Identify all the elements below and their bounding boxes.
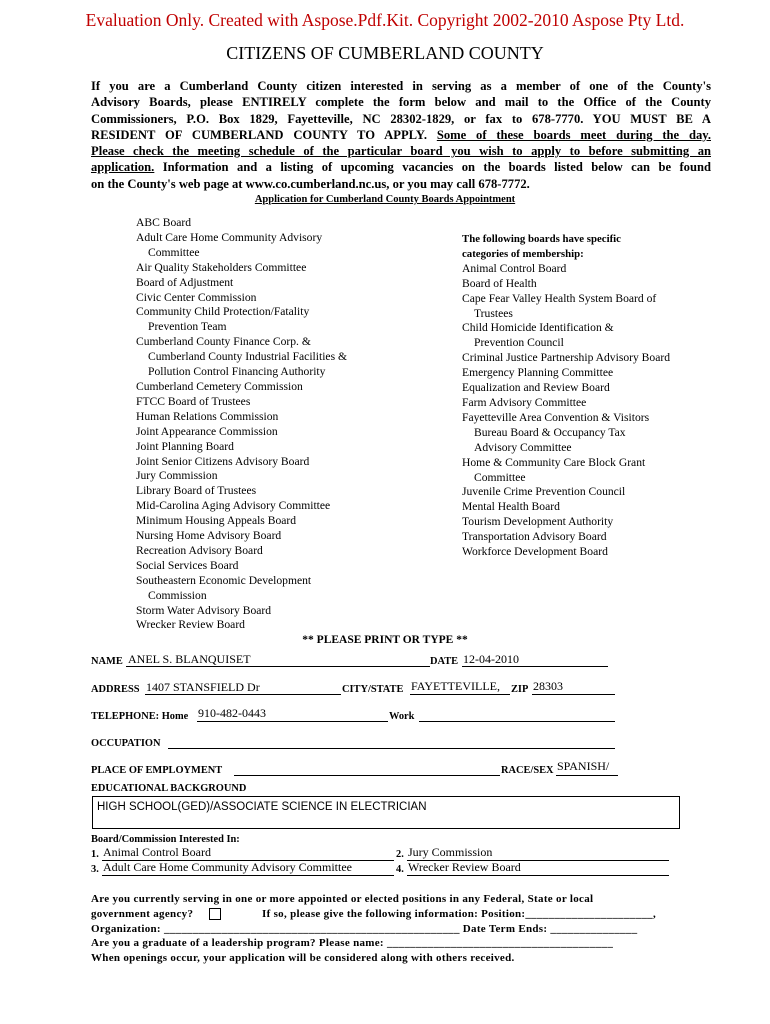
address-underline (145, 694, 341, 695)
board-item: ABC Board (136, 216, 192, 229)
board-item: Wrecker Review Board (136, 618, 245, 632)
board-item: Southeastern Economic Development (136, 573, 312, 587)
board-item: Animal Control Board (462, 261, 567, 275)
occupation-underline (168, 748, 615, 749)
organization-prompt: Organization: ___________________________________________________ Date Term Ends: _______________ (91, 923, 638, 935)
board-choice-4[interactable]: Wrecker Review Board (408, 860, 521, 874)
board-item: Tourism Development Authority (462, 515, 614, 529)
address-label: ADDRESS (91, 684, 140, 695)
board-list-left (136, 216, 347, 633)
board-item: Cape Fear Valley Health System Board of (462, 291, 657, 305)
board-item: Library Board of Trustees (136, 484, 257, 498)
choice-4-underline (407, 875, 669, 876)
intro-text: Information and a listing of upcoming vacancies on the boards listed below can be found (154, 160, 711, 175)
choice-number: 3. (91, 864, 99, 875)
name-field[interactable]: ANEL S. BLANQUISET (128, 652, 251, 666)
board-item: Farm Advisory Committee (462, 395, 587, 409)
specific-categories-header: categories of membership: (462, 247, 584, 260)
board-list-right (462, 232, 670, 560)
specific-categories-header: The following boards have specific (462, 233, 621, 245)
board-item: FTCC Board of Trustees (136, 394, 251, 408)
board-item: Prevention Council (474, 336, 564, 350)
intro-underlined-line: Please check the meeting schedule of the particular board you wish to apply to before submitting an (91, 144, 711, 159)
occupation-label: OCCUPATION (91, 738, 161, 749)
telephone-underline (197, 721, 388, 722)
choice-3-underline (102, 875, 394, 876)
choice-number: 1. (91, 849, 99, 860)
zip-field[interactable]: 28303 (533, 679, 563, 693)
board-item: Joint Senior Citizens Advisory Board (136, 454, 310, 468)
intro-line (91, 127, 711, 143)
interested-label: Board/Commission Interested In: (91, 834, 240, 845)
board-item: Human Relations Commission (136, 409, 279, 423)
board-item: Mental Health Board (462, 500, 560, 514)
board-choice-3[interactable]: Adult Care Home Community Advisory Committee (103, 860, 352, 874)
intro-text: RESIDENT OF CUMBERLAND COUNTY TO APPLY. (91, 127, 437, 142)
board-item: Cumberland Cemetery Commission (136, 379, 303, 393)
intro-line: Advisory Boards, please ENTIRELY complete the form below and mail to the Office of the County (91, 95, 711, 110)
zip-label: ZIP (511, 684, 529, 695)
board-item: Air Quality Stakeholders Committee (136, 260, 307, 274)
board-item: Adult Care Home Community Advisory (136, 230, 323, 244)
application-title: Application for Cumberland County Boards Appointment (254, 194, 516, 205)
board-item: Committee (474, 470, 526, 484)
city-state-field[interactable]: FAYETTEVILLE, (411, 679, 500, 693)
board-item: Jury Commission (136, 469, 218, 483)
city-state-underline (410, 694, 510, 695)
board-item: Mid-Carolina Aging Advisory Committee (136, 499, 331, 513)
intro-underlined-text: application. (91, 160, 155, 175)
board-item: Nursing Home Advisory Board (136, 529, 282, 543)
choice-number: 2. (396, 849, 404, 860)
board-item: Social Services Board (136, 558, 239, 572)
board-item: Juvenile Crime Prevention Council (462, 485, 626, 499)
board-item: Civic Center Commission (136, 290, 257, 304)
position-prompt: If so, please give the following information: Position:______________________, (262, 908, 657, 920)
choice-number: 4. (396, 864, 404, 875)
intro-underlined-text: Some of these boards meet during the day. (436, 127, 711, 142)
question-serving: Are you currently serving in one or more appointed or elected positions in any Federal, State or local (91, 893, 594, 905)
government-agency-checkbox[interactable] (205, 906, 221, 924)
intro-line: If you are a Cumberland County citizen interested in serving as a member of one of the County's (91, 79, 711, 93)
board-item: Workforce Development Board (462, 545, 608, 559)
employment-underline (234, 775, 500, 776)
education-label: EDUCATIONAL BACKGROUND (91, 783, 247, 794)
board-item: Criminal Justice Partnership Advisory Board (462, 351, 671, 365)
board-item: Child Homicide Identification & (462, 321, 614, 335)
board-item: Trustees (474, 306, 513, 320)
board-item: Home & Community Care Block Grant (462, 455, 646, 469)
board-item: Recreation Advisory Board (136, 543, 263, 557)
openings-note: When openings occur, your application will be considered along with others received. (91, 952, 515, 964)
telephone-home-field[interactable]: 910-482-0443 (198, 706, 266, 720)
date-field[interactable]: 12-04-2010 (463, 652, 519, 666)
board-item: Storm Water Advisory Board (136, 603, 272, 617)
question-serving-cont: government agency? (91, 908, 194, 920)
board-item: Cumberland County Industrial Facilities & (148, 350, 348, 364)
intro-line (91, 159, 711, 175)
board-item: Prevention Team (148, 320, 227, 334)
date-label: DATE (430, 656, 459, 667)
board-choice-2[interactable]: Jury Commission (408, 845, 493, 859)
board-item: Joint Planning Board (136, 439, 234, 453)
race-sex-underline (556, 775, 618, 776)
watermark: Evaluation Only. Created with Aspose.Pdf.Kit. Copyright 2002-2010 Aspose Pty Ltd. (85, 10, 685, 30)
employment-label: PLACE OF EMPLOYMENT (91, 765, 223, 776)
checkbox-icon (209, 908, 221, 920)
race-sex-label: RACE/SEX (501, 765, 554, 776)
zip-underline (532, 694, 615, 695)
board-item: Transportation Advisory Board (462, 530, 607, 544)
board-item: Emergency Planning Committee (462, 366, 614, 380)
board-item: Board of Adjustment (136, 275, 234, 289)
page-title: CITIZENS OF CUMBERLAND COUNTY (226, 43, 544, 63)
board-item: Cumberland County Finance Corp. & (136, 335, 311, 349)
board-item: Board of Health (462, 276, 537, 290)
work-underline (419, 721, 615, 722)
city-state-label: CITY/STATE (342, 684, 404, 695)
intro-line: on the County's web page at www.co.cumberland.nc.us, or you may call 678-7772. (91, 176, 530, 191)
board-item: Commission (148, 588, 207, 602)
board-item: Joint Appearance Commission (136, 424, 278, 438)
intro-line: Commissioners, P.O. Box 1829, Fayetteville, NC 28302-1829, or fax to 678-7770. YOU MUST BE A (91, 111, 711, 126)
board-item: Community Child Protection/Fatality (136, 305, 310, 319)
board-choice-1[interactable]: Animal Control Board (103, 845, 211, 859)
board-item: Equalization and Review Board (462, 381, 610, 395)
work-label: Work (389, 711, 415, 722)
print-instruction: ** PLEASE PRINT OR TYPE ** (302, 634, 468, 646)
board-item: Fayetteville Area Convention & Visitors (462, 410, 650, 424)
board-item: Minimum Housing Appeals Board (136, 514, 297, 528)
education-field[interactable] (92, 796, 680, 829)
date-underline (462, 666, 608, 667)
name-underline (126, 666, 430, 667)
leadership-prompt: Are you a graduate of a leadership program? Please name: _______________________________________ (91, 937, 614, 949)
race-sex-field[interactable]: SPANISH/ (557, 759, 610, 773)
education-value: HIGH SCHOOL(GED)/ASSOCIATE SCIENCE IN ELECTRICIAN (97, 801, 427, 813)
name-label: NAME (91, 656, 123, 667)
board-item: Advisory Committee (474, 440, 572, 454)
board-item: Committee (148, 245, 200, 259)
intro-paragraph (91, 78, 711, 192)
board-item: Bureau Board & Occupancy Tax (474, 425, 626, 439)
board-item: Pollution Control Financing Authority (148, 365, 326, 379)
address-field[interactable]: 1407 STANSFIELD Dr (146, 680, 260, 694)
telephone-label: TELEPHONE: Home (91, 711, 189, 722)
